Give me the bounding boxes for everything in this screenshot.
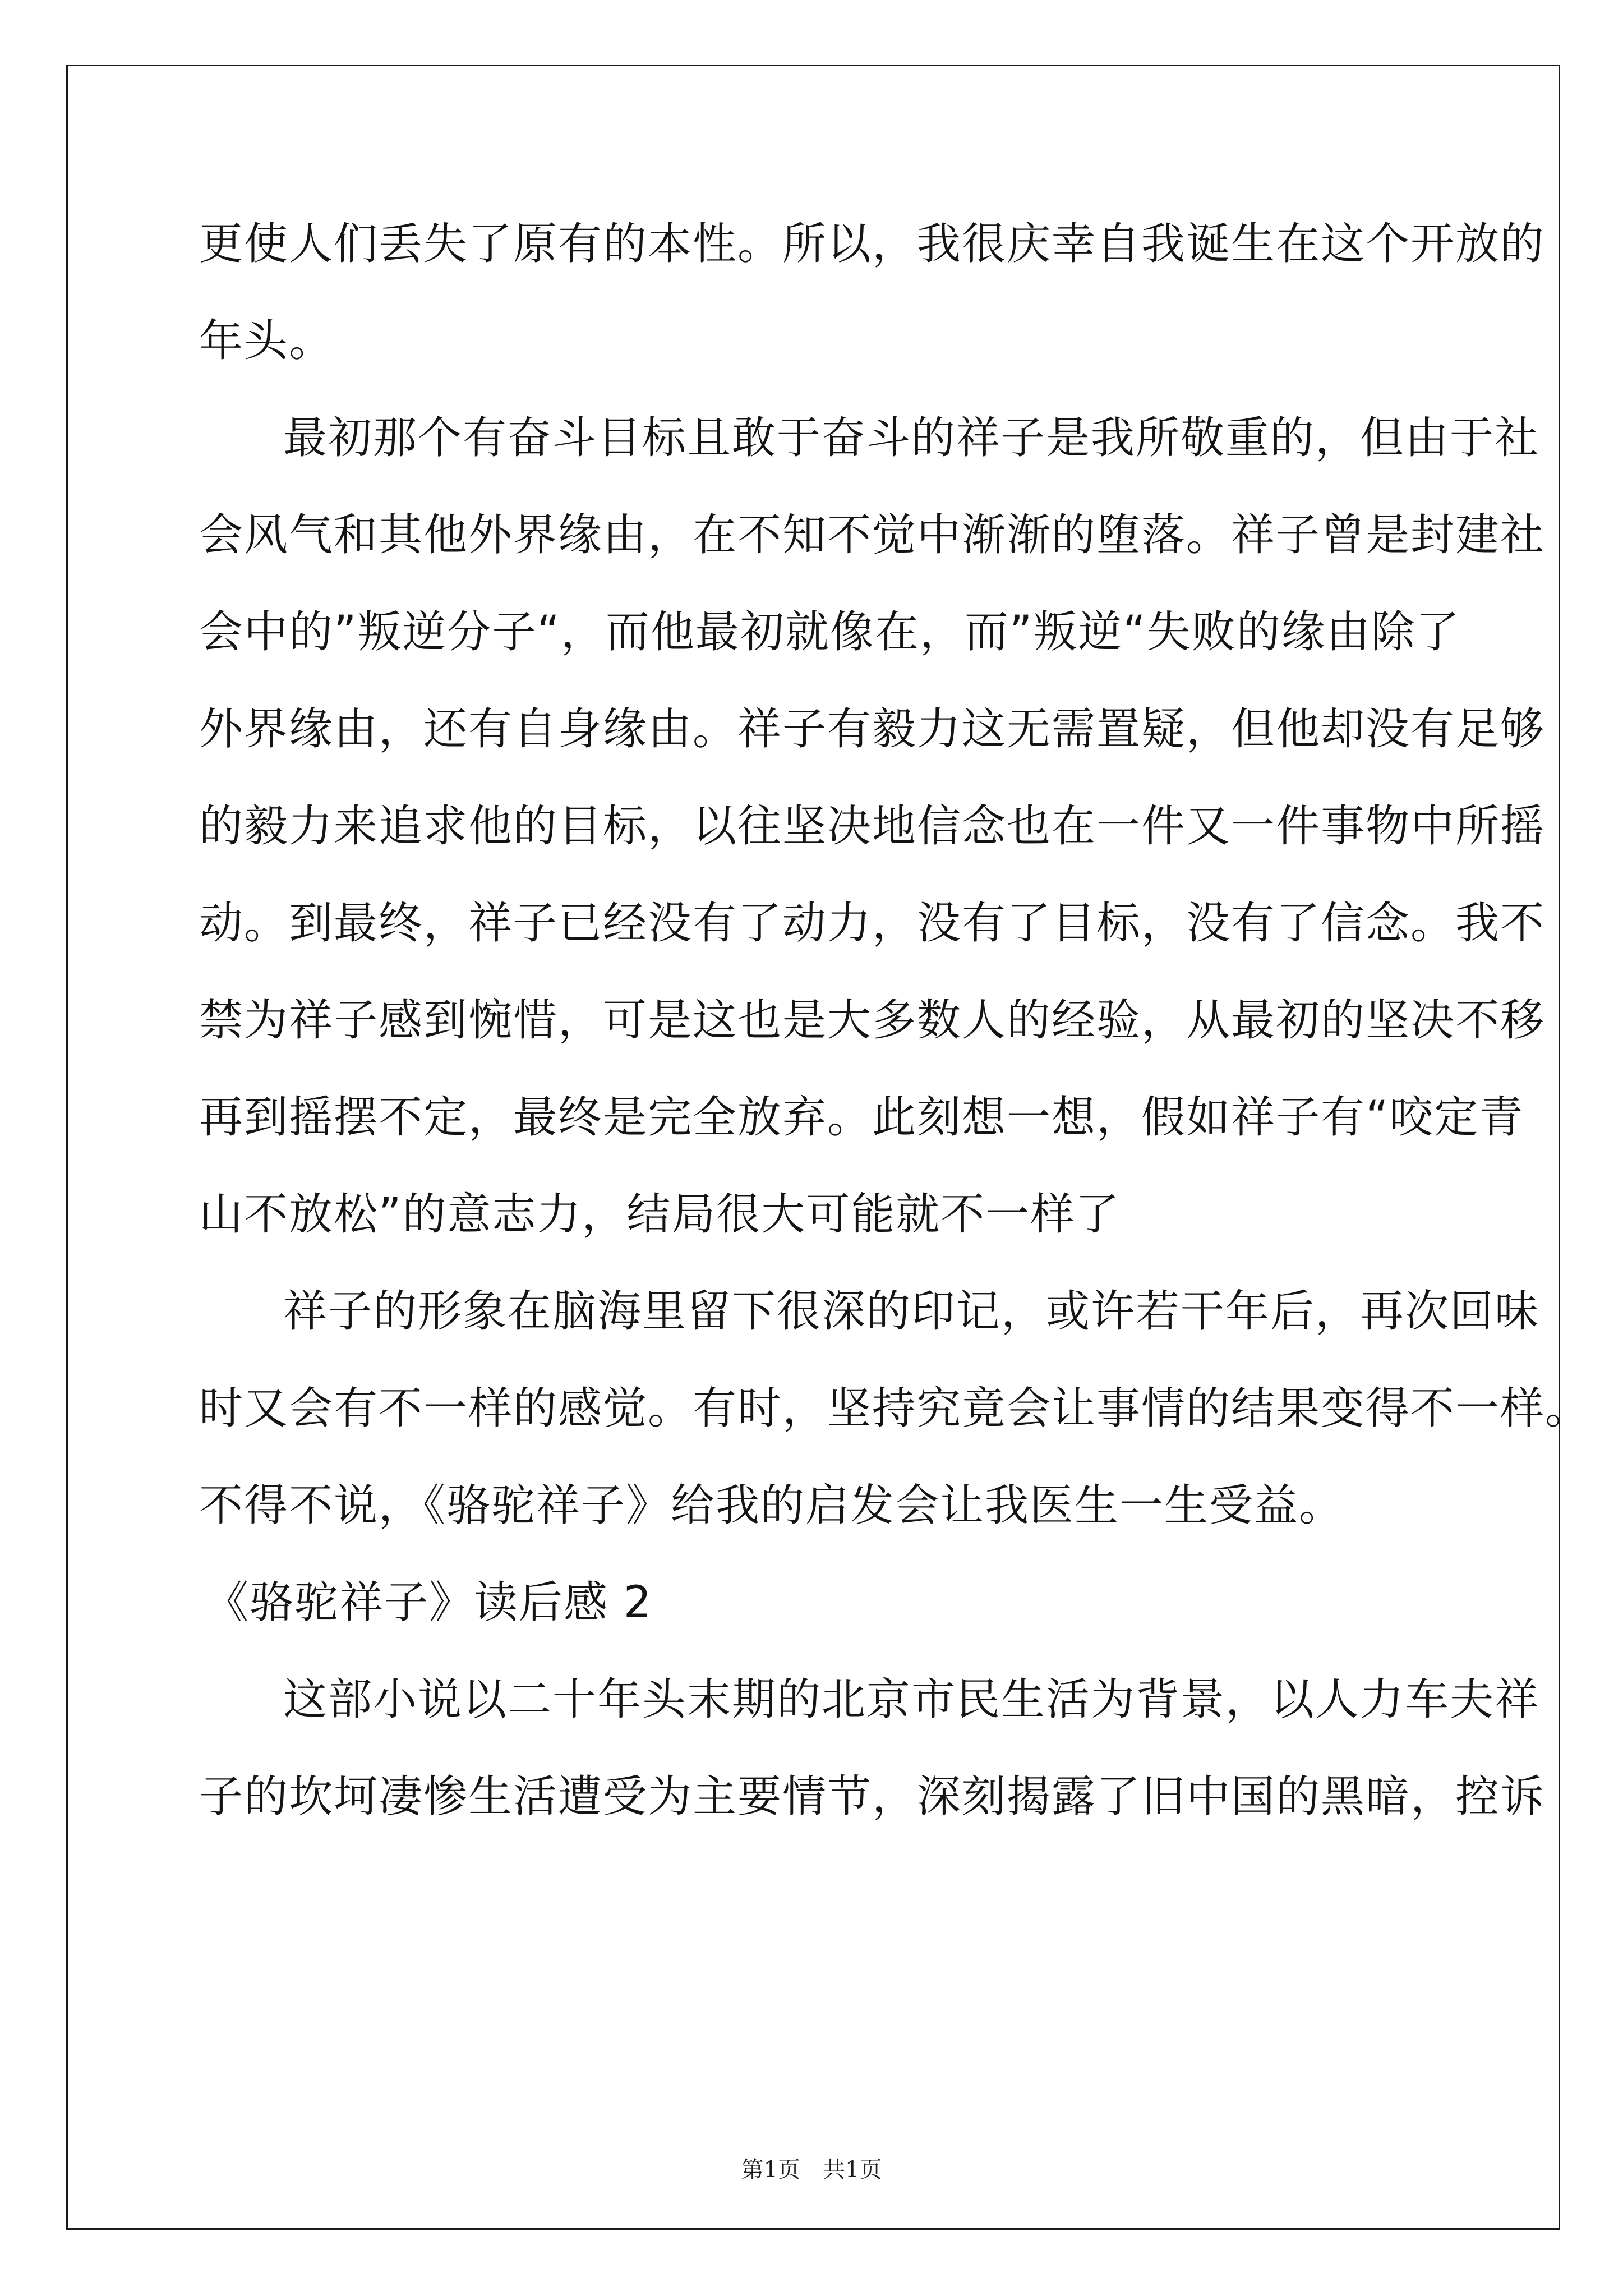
text-line: 动。到最终，祥子已经没有了动力，没有了目标，没有了信念。我不 [199,898,1546,949]
section-heading: 《骆驼祥子》读后感 2 [205,1577,653,1628]
paragraph-start-line: 最初那个有奋斗目标且敢于奋斗的祥子是我所敬重的，但由于社 [283,413,1540,463]
text-line: 年头。 [199,316,334,366]
paragraph-start-line: 祥子的形象在脑海里留下很深的印记，或许若干年后，再次回味 [283,1286,1540,1337]
text-line: 不得不说，《骆驼祥子》给我的启发会让我医生一生受益。 [199,1480,1344,1531]
text-line: 子的坎坷凄惨生活遭受为主要情节，深刻揭露了旧中国的黑暗，控诉 [199,1772,1546,1822]
page-number-footer: 第1页 共1页 [741,2157,882,2183]
text-line: 更使人们丢失了原有的本性。所以，我很庆幸自我诞生在这个开放的 [199,219,1546,269]
text-line: 禁为祥子感到惋惜，可是这也是大多数人的经验，从最初的坚决不移 [199,995,1546,1046]
text-line: 再到摇摆不定，最终是完全放弃。此刻想一想，假如祥子有“咬定青 [199,1092,1524,1143]
text-line: 会风气和其他外界缘由，在不知不觉中渐渐的堕落。祥子曾是封建社 [199,510,1546,560]
text-line: 外界缘由，还有自身缘由。祥子有毅力这无需置疑，但他却没有足够 [199,704,1546,754]
text-line: 的毅力来追求他的目标，以往坚决地信念也在一件又一件事物中所摇 [199,801,1546,852]
text-line: 会中的”叛逆分子“，而他最初就像在，而”叛逆“失败的缘由除了 [199,607,1461,657]
text-line: 山不放松”的意志力，结局很大可能就不一样了 [199,1189,1121,1240]
text-line: 时又会有不一样的感觉。有时，坚持究竟会让事情的结果变得不一样。 [199,1383,1590,1434]
paragraph-start-line: 这部小说以二十年头末期的北京市民生活为背景，以人力车夫祥 [283,1674,1540,1725]
